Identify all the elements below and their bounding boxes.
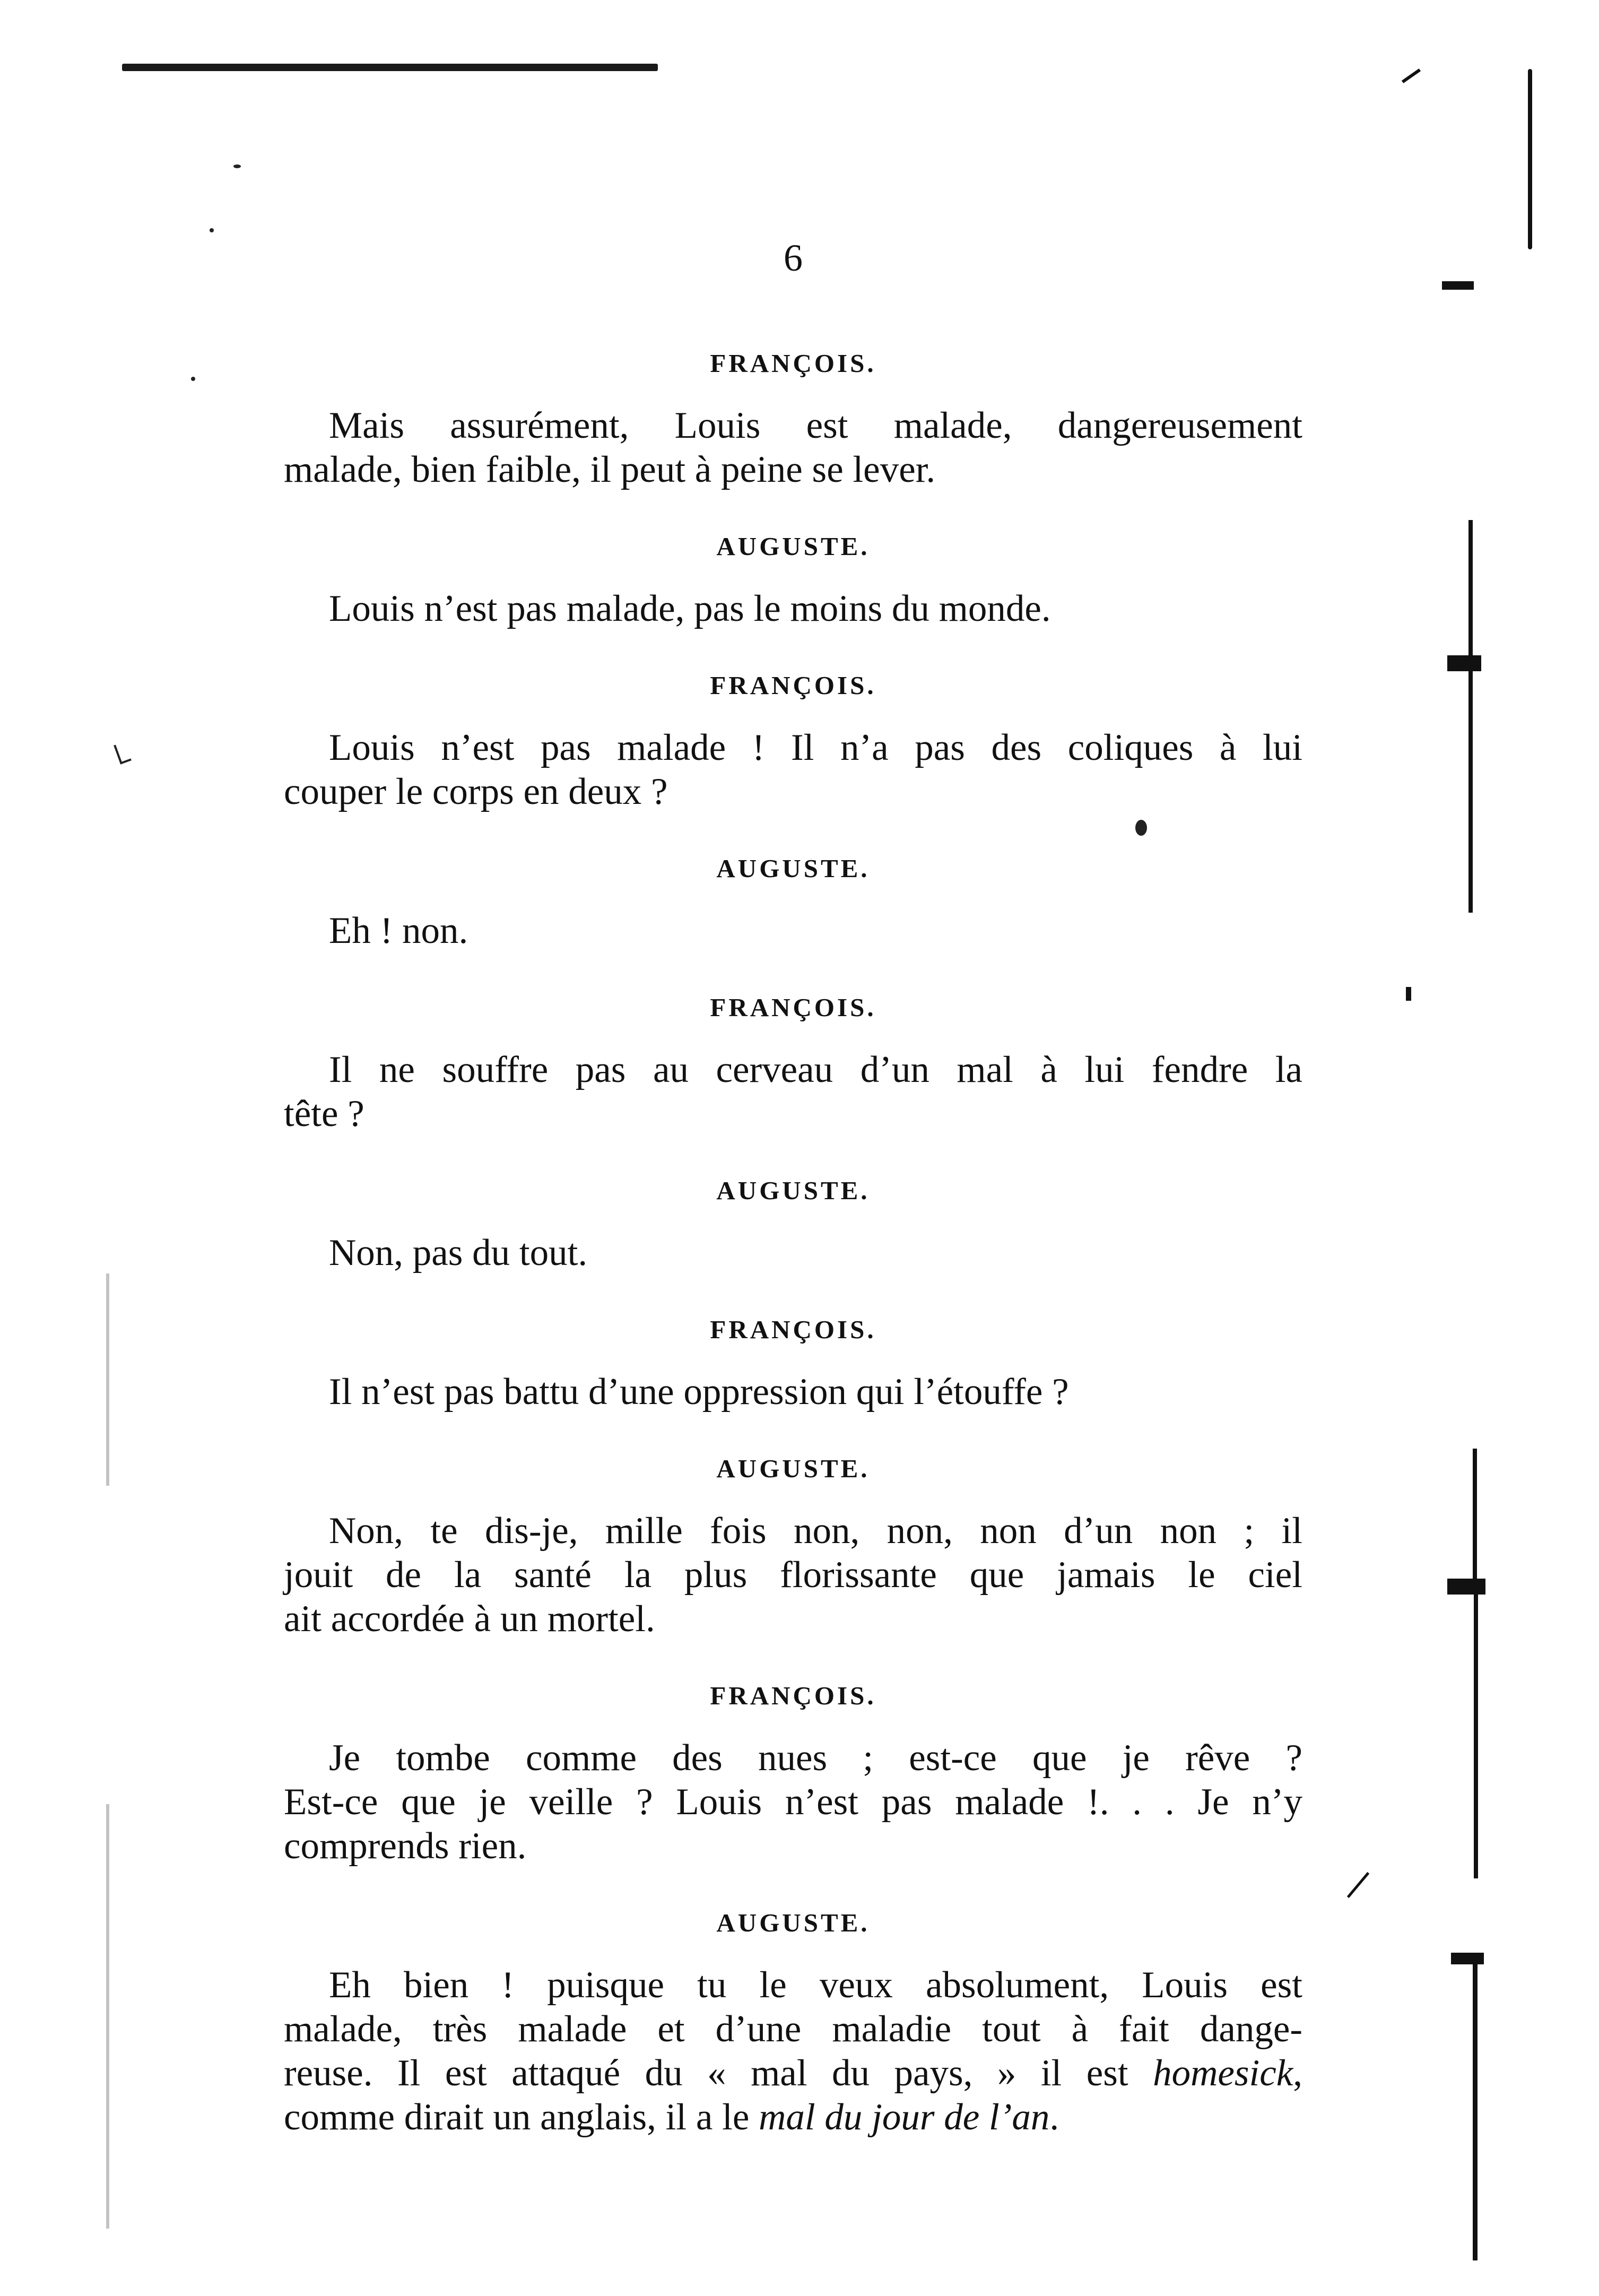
- dialogue-line: Eh bien ! puisque tu le veux absolument, Louis est: [329, 1964, 1302, 2006]
- speaker-auguste: AUGUSTE.: [716, 1908, 870, 1937]
- top-rule: [122, 64, 658, 71]
- speaker-francois: FRANÇOIS.: [710, 349, 876, 378]
- italic-homesick: homesick: [1153, 2052, 1293, 2094]
- dialogue-line: Mais assurément, Louis est malade, dangereusement: [329, 405, 1302, 446]
- dialogue-line: Non, pas du tout.: [329, 1232, 588, 1273]
- edge-mark: [1473, 1963, 1478, 2260]
- speaker-auguste: AUGUSTE.: [716, 854, 870, 883]
- edge-mark: [1406, 987, 1411, 1001]
- dialogue-line: ait accordée à un mortel.: [284, 1598, 655, 1640]
- dialogue-line: Je tombe comme des nues ; est-ce que je rêve ?: [329, 1737, 1302, 1779]
- edge-mark: [1402, 68, 1421, 83]
- dialogue-line: [284, 2095, 1302, 2139]
- edge-mark: [1451, 1953, 1484, 1964]
- speck: [114, 741, 132, 764]
- dialogue-line: Il n’est pas battu d’une oppression qui l’étouffe ?: [329, 1371, 1069, 1413]
- edge-mark: [1347, 1872, 1369, 1898]
- edge-mark: [1528, 69, 1532, 249]
- edge-mark: [1442, 281, 1474, 290]
- speaker-auguste: AUGUSTE.: [716, 532, 870, 561]
- italic-phrase: mal du jour de l’an: [759, 2096, 1050, 2138]
- dialogue-line: Non, te dis-je, mille fois non, non, non d’un non ; il: [329, 1510, 1302, 1552]
- speck: [106, 1804, 109, 2229]
- speck: [233, 164, 241, 168]
- dialogue-text: reuse. Il est attaqué du « mal du pays, » il est: [284, 2052, 1128, 2094]
- dialogue-line: jouit de la santé la plus florissante que jamais le ciel: [284, 1554, 1302, 1596]
- edge-mark: [1473, 1449, 1477, 1581]
- dialogue-line: Est-ce que je veille ? Louis n’est pas malade !. . . Je n’y: [284, 1781, 1302, 1823]
- dialogue-line: Il ne souffre pas au cerveau d’un mal à lui fendre la: [329, 1049, 1302, 1090]
- dialogue-text: comme dirait un anglais, il a le: [284, 2096, 759, 2138]
- dialogue-line: Louis n’est pas malade, pas le moins du monde.: [329, 588, 1051, 629]
- dialogue-line: malade, très malade et d’une maladie tout à fait dange-: [284, 2008, 1302, 2050]
- speaker-francois: FRANÇOIS.: [710, 1681, 876, 1710]
- edge-mark: [1468, 520, 1473, 913]
- speaker-auguste: AUGUSTE.: [716, 1176, 870, 1205]
- dialogue-text: .: [1049, 2096, 1059, 2138]
- speaker-francois: FRANÇOIS.: [710, 671, 876, 700]
- page-number: 6: [784, 237, 803, 279]
- dialogue-text: ,: [1293, 2052, 1302, 2094]
- edge-mark: [1474, 1592, 1478, 1878]
- dialogue-line: comprends rien.: [284, 1825, 527, 1867]
- speck: [210, 228, 214, 232]
- speck: [106, 1273, 109, 1486]
- dialogue-line: tête ?: [284, 1093, 364, 1134]
- dialogue-line: malade, bien faible, il peut à peine se lever.: [284, 449, 936, 490]
- dialogue-column: [284, 350, 1302, 2139]
- dialogue-line: [284, 2051, 1302, 2095]
- speck: [191, 377, 195, 381]
- dialogue-line: Eh ! non.: [329, 910, 468, 951]
- speaker-francois: FRANÇOIS.: [710, 993, 876, 1022]
- dialogue-line: Louis n’est pas malade ! Il n’a pas des coliques à lui: [329, 727, 1302, 768]
- speaker-auguste: AUGUSTE.: [716, 1454, 870, 1483]
- dialogue-line: couper le corps en deux ?: [284, 771, 668, 812]
- edge-mark: [1447, 1579, 1485, 1595]
- edge-mark: [1447, 655, 1481, 671]
- speaker-francois: FRANÇOIS.: [710, 1315, 876, 1344]
